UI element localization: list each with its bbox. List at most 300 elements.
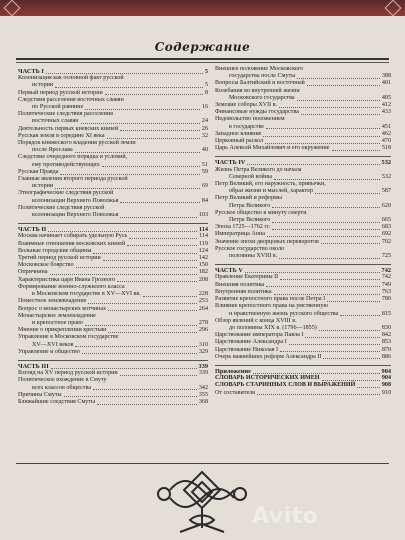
toc-leader-dots	[120, 375, 197, 376]
toc-entry-title: Политические следствия русской	[18, 204, 105, 211]
toc-entry-title: От составителя	[215, 389, 255, 396]
toc-leader-dots	[55, 87, 203, 88]
toc-entry-line	[18, 306, 208, 313]
toc-entry-line	[18, 111, 208, 118]
toc-leader-dots	[323, 358, 379, 359]
toc-entry	[215, 282, 391, 289]
toc-page-number: 451	[381, 123, 391, 130]
toc-entry	[18, 176, 208, 190]
toc-entry-line	[18, 320, 208, 327]
book-cover-edge	[0, 0, 405, 16]
toc-page-number: 329	[198, 348, 208, 355]
toc-page-number: 142	[198, 255, 208, 262]
toc-page-number: 749	[381, 281, 391, 288]
toc-entry-title: Внутренняя политика	[215, 288, 272, 295]
toc-leader-dots	[280, 279, 380, 280]
toc-entry-line	[18, 385, 208, 392]
toc-entry-line	[18, 169, 208, 176]
toc-page-number: 84	[201, 197, 208, 204]
toc-leader-dots	[327, 301, 380, 302]
toc-entry	[18, 298, 208, 305]
toc-page-number: 405	[381, 94, 391, 101]
toc-entry	[215, 339, 391, 346]
toc-leader-dots	[257, 394, 380, 395]
toc-leader-dots	[88, 303, 197, 304]
toc-entry	[18, 284, 208, 298]
toc-entry-line	[18, 133, 208, 140]
toc-entry	[18, 248, 208, 255]
toc-leader-dots	[315, 193, 380, 194]
toc-entry-title: Внешняя политика	[215, 281, 265, 288]
toc-entry-title: Третий период русской истории	[18, 255, 101, 262]
toc-leader-dots	[120, 202, 199, 203]
toc-leader-dots	[272, 229, 380, 230]
toc-entry-title: Управление и общество	[18, 348, 80, 355]
toc-part-label: ЧАСТЬ I	[18, 68, 44, 75]
toc-entry-line	[18, 327, 208, 334]
toc-page-number: 532	[381, 159, 391, 167]
toc-entry-title: до половины XIX в. (1796—1855)	[229, 324, 317, 331]
toc-entry-line	[215, 339, 391, 346]
toc-entry-line	[215, 325, 391, 332]
toc-entry	[215, 181, 391, 195]
toc-entry-title: и крепостное право	[32, 319, 83, 326]
toc-entry-line	[215, 289, 391, 296]
toc-entry-title: Царствование Александра I	[215, 339, 287, 346]
toc-entry	[18, 262, 208, 269]
toc-leader-dots	[107, 138, 200, 139]
toc-page-number: 815	[381, 310, 391, 317]
toc-entry-title: Московского государства	[229, 94, 295, 101]
toc-entry-line	[215, 116, 391, 123]
toc-entry-title: Недовольство положением	[215, 116, 285, 123]
toc-page-number: 16	[201, 104, 208, 111]
toc-entry-title: Царь Алексей Михайлович и его окружение	[215, 145, 330, 152]
toc-entry	[18, 370, 208, 377]
toc-entry-line	[18, 205, 208, 212]
toc-entry-line	[215, 253, 391, 260]
toc-page-number: 8	[204, 89, 208, 96]
toc-entry	[18, 392, 208, 399]
toc-page-number: 518	[381, 145, 391, 152]
toc-entry-line	[215, 80, 391, 87]
toc-page-number: 310	[198, 341, 208, 348]
toc-entry-line	[18, 392, 208, 399]
toc-page-number: 665	[381, 217, 391, 224]
toc-entry-line	[18, 154, 208, 161]
toc-entry-line	[18, 349, 208, 356]
toc-page-number: 296	[198, 327, 208, 334]
toc-entry-title: Русское общество в минуту смерти	[215, 209, 307, 216]
toc-leader-dots	[307, 85, 380, 86]
toc-page-number: 24	[201, 118, 208, 125]
toc-leader-dots	[143, 296, 197, 297]
toc-page-number: 401	[381, 80, 391, 87]
toc-part-label: ЧАСТЬ V	[215, 267, 243, 275]
toc-entry-line	[215, 390, 391, 397]
toc-entry	[215, 224, 391, 231]
toc-entry-line	[18, 342, 208, 349]
toc-page-number: 355	[198, 391, 208, 398]
toc-entry	[18, 154, 208, 168]
toc-entry-title: Русская Правда	[18, 168, 59, 175]
toc-entry-title: Внешнее положение Московского	[215, 66, 304, 72]
toc-entry-line	[18, 118, 208, 125]
toc-entry-title: и нравственную жизнь русского общества	[229, 310, 339, 317]
toc-entry	[215, 274, 391, 281]
toc-entry-line	[215, 332, 391, 339]
toc-entry-title: Политические следствия расселения	[18, 111, 113, 118]
toc-entry	[215, 66, 391, 80]
toc-entry	[215, 116, 391, 130]
contents-heading: Содержание	[154, 40, 251, 54]
toc-entry-line	[18, 284, 208, 291]
toc-entry	[215, 231, 391, 238]
toc-page-number: 870	[381, 346, 391, 353]
toc-entry-line	[215, 217, 391, 224]
toc-page-number: 59	[201, 168, 208, 175]
toc-entry-title: по Русской равнине	[32, 104, 84, 111]
toc-entry-title: Жизнь Петра Великого до начала	[215, 166, 302, 173]
toc-entry-title: Колебания во внутренней жизни	[215, 87, 300, 94]
toc-entry-line	[215, 109, 391, 116]
toc-entry	[215, 167, 391, 181]
toc-leader-dots	[48, 231, 197, 232]
avito-watermark: Avito	[252, 504, 319, 529]
toc-entry-line	[18, 377, 208, 384]
toc-entry-title: Деятельность первых киевских князей	[18, 125, 119, 132]
toc-entry-title: Петр Великий, его наружность, привычки,	[215, 181, 326, 188]
toc-entry-title: Московское боярство	[18, 262, 74, 269]
toc-entry-line	[215, 102, 391, 109]
toc-leader-dots	[340, 315, 380, 316]
toc-leader-dots	[60, 174, 199, 175]
toc-leader-dots	[82, 353, 197, 354]
toc-part-label: ЧАСТЬ II	[18, 226, 47, 234]
toc-page-number: 763	[381, 288, 391, 295]
toc-entry	[18, 140, 208, 154]
toc-leader-dots	[247, 164, 379, 165]
toc-page-number: 388	[381, 73, 391, 80]
toc-leader-dots	[267, 236, 380, 237]
toc-page-number: 368	[198, 398, 208, 405]
toc-leader-dots	[46, 73, 203, 74]
toc-leader-dots	[245, 272, 380, 273]
toc-entry-title: Царствование Николая I	[215, 346, 279, 353]
toc-page-number: 910	[381, 389, 391, 396]
toc-entry	[215, 303, 391, 317]
toc-leader-dots	[102, 166, 200, 167]
toc-leader-dots	[51, 368, 197, 369]
toc-leader-dots	[120, 217, 196, 218]
toc-leader-dots	[274, 294, 380, 295]
toc-part-heading	[18, 360, 208, 370]
toc-entry	[18, 90, 208, 97]
toc-entry-line	[215, 318, 391, 325]
toc-leader-dots	[105, 94, 203, 95]
toc-entry-line	[18, 313, 208, 320]
toc-page-number: 742	[381, 274, 391, 281]
toc-page-number: 692	[381, 231, 391, 238]
contents-column-right	[215, 66, 391, 397]
toc-entry-title: Формирование военно-служилого класса	[18, 283, 125, 290]
toc-entry-title: колонизации Верхнего Поволжья	[32, 212, 119, 219]
toc-entry-title: Петр Великий и реформы	[215, 195, 283, 202]
toc-entry	[18, 334, 208, 348]
toc-entry	[18, 233, 208, 240]
toc-entry	[215, 131, 391, 138]
toc-entry-line	[215, 167, 391, 174]
toc-leader-dots	[127, 245, 197, 246]
toc-part-heading	[215, 264, 391, 274]
toc-part-heading	[18, 66, 208, 75]
toc-entry-title: Влияние крепостного права на умственную	[215, 303, 329, 310]
toc-entry	[215, 289, 391, 296]
toc-page-number: 904	[381, 367, 391, 375]
toc-entry-line	[18, 262, 208, 269]
toc-leader-dots	[263, 136, 379, 137]
toc-entry	[18, 133, 208, 140]
toc-entry-title: Поместное землевладение	[18, 298, 87, 305]
toc-entry-title: Колонизация как основной факт русской	[18, 75, 124, 82]
toc-page-number: 830	[381, 324, 391, 331]
toc-entry	[215, 80, 391, 87]
toc-page-number: 904	[381, 375, 391, 382]
toc-entry-line	[215, 274, 391, 281]
toc-entry-title: Опричнина	[18, 269, 48, 276]
toc-entry-title: СЛОВАРЬ ИСТОРИЧЕСКИХ ИМЕН	[215, 375, 320, 382]
toc-part-label: ЧАСТЬ III	[18, 362, 49, 370]
toc-leader-dots	[322, 380, 380, 381]
toc-entry-title: после Ярослава	[32, 147, 73, 154]
toc-entry-title: XV—XVI веков	[32, 341, 74, 348]
toc-entry-title: Вопрос о монастырских вотчинах	[18, 305, 107, 312]
toc-leader-dots	[120, 130, 200, 131]
toc-entry-line	[215, 246, 391, 253]
toc-entry-title: Вольные городские общины	[18, 247, 92, 254]
toc-page-number: 26	[201, 125, 208, 132]
toc-entry-line	[18, 399, 208, 406]
toc-leader-dots	[103, 260, 197, 261]
toc-entry	[18, 75, 208, 89]
toc-entry	[18, 327, 208, 334]
toc-entry-title: Характеристика царя Ивана Грозного	[18, 276, 116, 283]
toc-entry-title: Первый период русской истории	[18, 89, 103, 96]
toc-entry-title: Царствование императора Павла I	[215, 332, 304, 339]
toc-part-heading	[215, 156, 391, 166]
toc-leader-dots	[272, 222, 380, 223]
toc-entry-title: Управление в Московском государстве	[18, 334, 119, 341]
toc-page-number: 5	[204, 82, 208, 89]
toc-page-number: 103	[198, 212, 208, 219]
toc-leader-dots	[81, 123, 200, 124]
toc-entry-title: Москва начинает собирать удельную Русь	[18, 233, 128, 240]
toc-entry	[18, 169, 208, 176]
toc-entry-line	[18, 248, 208, 255]
toc-leader-dots	[108, 310, 197, 311]
toc-entry-line	[215, 239, 391, 246]
toc-page-number: 780	[381, 296, 391, 303]
toc-entry-line	[215, 382, 391, 389]
toc-entry-line	[18, 126, 208, 133]
toc-entry	[215, 246, 391, 260]
toc-entry-title: Этнографические следствия русской	[18, 190, 114, 197]
toc-entry-line	[215, 88, 391, 95]
toc-leader-dots	[85, 325, 197, 326]
toc-entry-title: Финансовые нужды государства	[215, 109, 299, 116]
toc-entry-line	[215, 95, 391, 102]
toc-page-number: 462	[381, 130, 391, 137]
toc-leader-dots	[75, 152, 200, 153]
toc-entry	[215, 318, 391, 332]
toc-entry	[215, 296, 391, 303]
toc-entry	[18, 277, 208, 284]
toc-entry-title: Главные явления второго периода русской	[18, 176, 128, 183]
toc-entry-title: восточных славян	[32, 118, 79, 125]
toc-entry	[18, 399, 208, 406]
toc-entry	[215, 382, 391, 389]
toc-page-number: 339	[198, 370, 208, 377]
toc-leader-dots	[332, 150, 380, 151]
toc-entry-line	[18, 370, 208, 377]
toc-entry-line	[18, 269, 208, 276]
toc-entry-title: Взгляд на XV период русской истории	[18, 370, 118, 377]
toc-entry-title: ему противодействующих	[32, 161, 100, 168]
toc-leader-dots	[97, 404, 197, 405]
toc-entry	[215, 354, 391, 361]
toc-entry-line	[18, 97, 208, 104]
toc-leader-dots	[305, 337, 379, 338]
toc-leader-dots	[272, 207, 380, 208]
toc-entry-title: истории	[32, 183, 54, 190]
toc-entry-line	[18, 334, 208, 341]
toc-entry-title: Развитие крепостного права после Петра I	[215, 296, 326, 303]
toc-entry	[215, 145, 391, 152]
toc-entry-title: Причины Смуты	[18, 391, 62, 398]
toc-leader-dots	[129, 238, 197, 239]
toc-page-number: 182	[198, 269, 208, 276]
toc-leader-dots	[357, 387, 379, 388]
toc-entry-title: СЛОВАРЬ СТАРИННЫХ СЛОВ И ВЫРАЖЕНИЙ	[215, 382, 356, 389]
toc-entry	[18, 377, 208, 391]
toc-leader-dots	[289, 344, 380, 345]
toc-entry	[18, 190, 208, 204]
toc-page-number: 532	[381, 173, 391, 180]
toc-leader-dots	[93, 389, 197, 390]
toc-entry-title: Русская земля в середине XI века	[18, 132, 105, 139]
toc-entry-line	[215, 210, 391, 217]
toc-entry-line	[18, 277, 208, 284]
toc-page-number: 124	[198, 247, 208, 254]
toc-page-number: 842	[381, 332, 391, 339]
toc-leader-dots	[265, 143, 380, 144]
toc-entry-title: всех классов общества	[32, 384, 91, 391]
toc-entry-line	[215, 195, 391, 202]
toc-entry	[18, 269, 208, 276]
toc-page-number: 702	[381, 238, 391, 245]
toc-page-number: 150	[198, 262, 208, 269]
toc-entry-line	[215, 124, 391, 131]
toc-entry	[215, 88, 391, 102]
toc-entry-line	[215, 131, 391, 138]
toc-page-number: 339	[198, 362, 208, 370]
toc-part-heading	[215, 365, 391, 375]
toc-leader-dots	[64, 396, 197, 397]
toc-page-number: 742	[381, 267, 391, 275]
toc-leader-dots	[253, 373, 380, 374]
toc-page-number: 853	[381, 339, 391, 346]
toc-entry	[215, 109, 391, 116]
toc-entry-title: Западное влияние	[215, 130, 262, 137]
toc-entry-line	[18, 82, 208, 89]
toc-entry	[18, 349, 208, 356]
toc-page-number: 587	[381, 188, 391, 195]
toc-page-number: 342	[198, 384, 208, 391]
toc-leader-dots	[117, 281, 197, 282]
toc-page-number: 119	[199, 240, 208, 247]
toc-entry	[18, 126, 208, 133]
toc-entry	[215, 390, 391, 397]
toc-entry-title: Следствия расселения восточных славян	[18, 96, 124, 103]
toc-entry-title: колонизации Верхнего Поволжья	[32, 197, 119, 204]
toc-entry	[215, 195, 391, 209]
toc-entry-title: Политическое вхождение в Смуту	[18, 377, 107, 384]
toc-entry-line	[18, 212, 208, 219]
toc-leader-dots	[319, 330, 380, 331]
toc-page-number: 433	[381, 109, 391, 116]
toc-page-number: 208	[198, 276, 208, 283]
toc-page-number: 114	[198, 226, 208, 234]
toc-entry	[215, 347, 391, 354]
toc-entry-line	[18, 198, 208, 205]
toc-entry-title: половины XVIII в.	[229, 253, 278, 260]
toc-entry-title: Русское государство около	[215, 245, 285, 252]
toc-entry-title: Эпоха 1725—1762 гг.	[215, 224, 271, 231]
toc-entry-line	[18, 241, 208, 248]
toc-leader-dots	[266, 286, 380, 287]
toc-part-line	[215, 267, 391, 274]
toc-entry-line	[215, 354, 391, 361]
toc-leader-dots	[274, 179, 380, 180]
toc-entry	[18, 241, 208, 248]
toc-entry	[215, 332, 391, 339]
toc-entry-title: Ближайшие следствия Смуты	[18, 398, 96, 405]
toc-page-number: 620	[381, 202, 391, 209]
toc-entry-line	[215, 203, 391, 210]
contents-column-left	[18, 66, 208, 406]
toc-entry-title: Значение эпохи дворцовых переворотов	[215, 238, 319, 245]
toc-page-number: 725	[381, 253, 391, 260]
toc-entry-title: в Московском государстве в XV—XVI вв.	[32, 291, 141, 298]
toc-entry-title: образ жизни и мыслей, характер	[229, 188, 313, 195]
toc-page-number: 412	[381, 102, 391, 109]
toc-entry-line	[18, 140, 208, 147]
toc-entry	[215, 102, 391, 109]
cover-ornament-right-icon	[385, 0, 402, 16]
toc-entry-title: Следствие очередного порядка и условий,	[18, 154, 128, 161]
toc-leader-dots	[321, 243, 380, 244]
toc-page-number: 908	[381, 382, 391, 389]
toc-entry	[215, 239, 391, 246]
toc-leader-dots	[279, 258, 380, 259]
toc-entry	[18, 306, 208, 313]
toc-entry	[18, 313, 208, 327]
toc-entry-line	[18, 190, 208, 197]
toc-leader-dots	[301, 114, 380, 115]
toc-entry-title: Петра Великого	[229, 202, 271, 209]
toc-entry-line	[18, 298, 208, 305]
top-rule	[16, 58, 389, 60]
